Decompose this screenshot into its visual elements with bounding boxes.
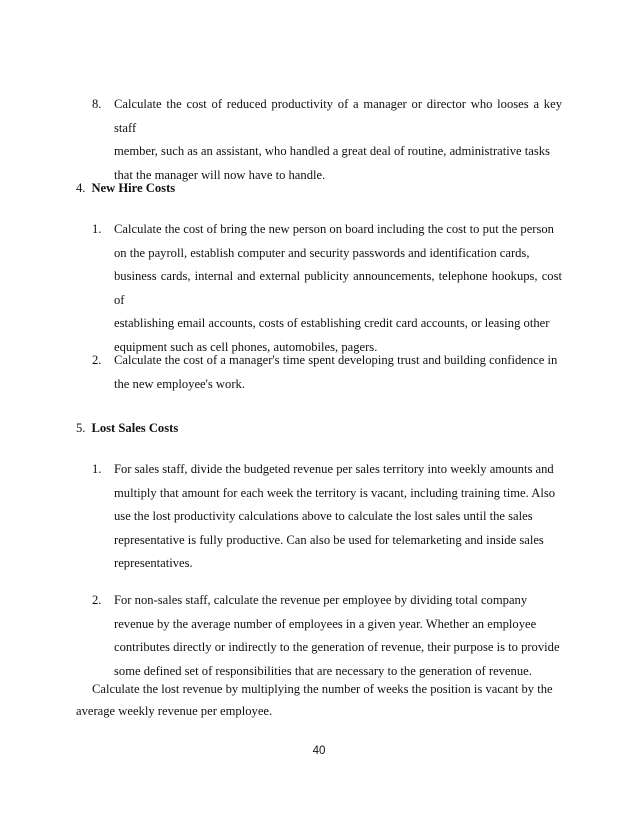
text-line: that the manager will now have to handle. — [114, 167, 326, 182]
text-line: For non-sales staff, calculate the revenue per employee by dividing total company — [114, 593, 528, 607]
section-heading-lost-sales-costs — [76, 418, 178, 438]
text-line: For sales staff, divide the budgeted revenue per sales territory into weekly amounts and — [114, 462, 554, 476]
text-line: business cards, internal and external publicity announcements, telephone hookups, cost of — [114, 269, 562, 307]
list-item-4-1 — [92, 218, 562, 360]
text-line: Calculate the cost of a manager's time spent developing trust and building confidence in — [114, 353, 558, 367]
text-line: member, such as an assistant, who handled a great deal of routine, administrative tasks — [114, 144, 550, 159]
text-line: the new employee's work. — [114, 376, 245, 391]
list-number: 1. — [92, 222, 102, 236]
section-title: New Hire Costs — [91, 181, 176, 195]
list-number: 2. — [92, 593, 102, 607]
closing-paragraph — [76, 678, 562, 722]
text-line: representatives. — [114, 556, 193, 571]
list-number: 2. — [92, 353, 102, 367]
section-title: Lost Sales Costs — [91, 421, 179, 435]
text-line: on the payroll, establish computer and security passwords and identification cards, — [114, 245, 530, 260]
text-line: equipment such as cell phones, automobiles, pagers. — [114, 339, 378, 354]
text-line: multiply that amount for each week the territory is vacant, including training time. Also — [114, 485, 556, 500]
list-item-5-2 — [92, 589, 562, 683]
section-heading-new-hire-costs — [76, 178, 175, 198]
text-line: Calculate the lost revenue by multiplying the number of weeks the position is vacant by the — [92, 682, 553, 696]
text-line: some defined set of responsibilities that are necessary to the generation of revenue. — [114, 663, 532, 678]
section-number: 4. — [76, 181, 86, 195]
text-line: revenue by the average number of employees in a given year. Whether an employee — [114, 616, 537, 631]
text-line: average weekly revenue per employee. — [76, 704, 273, 718]
text-line: use the lost productivity calculations above to calculate the lost sales until the sales — [114, 509, 533, 524]
list-number: 8. — [92, 97, 102, 111]
text-line: establishing email accounts, costs of establishing credit card accounts, or leasing other — [114, 316, 550, 331]
list-number: 1. — [92, 462, 102, 476]
list-item-4-2 — [92, 349, 562, 396]
text-line: contributes directly or indirectly to the generation of revenue, their purpose is to provide — [114, 640, 560, 655]
list-item-8 — [92, 93, 562, 187]
text-line: Calculate the cost of reduced productivity of a manager or director who looses a key staff — [114, 97, 562, 135]
text-line: Calculate the cost of bring the new person on board including the cost to put the person — [114, 222, 554, 236]
text-line: representative is fully productive. Can also be used for telemarketing and inside sales — [114, 532, 544, 547]
page-number: 40 — [312, 745, 326, 757]
section-number: 5. — [76, 421, 86, 435]
list-item-5-1 — [92, 458, 562, 576]
